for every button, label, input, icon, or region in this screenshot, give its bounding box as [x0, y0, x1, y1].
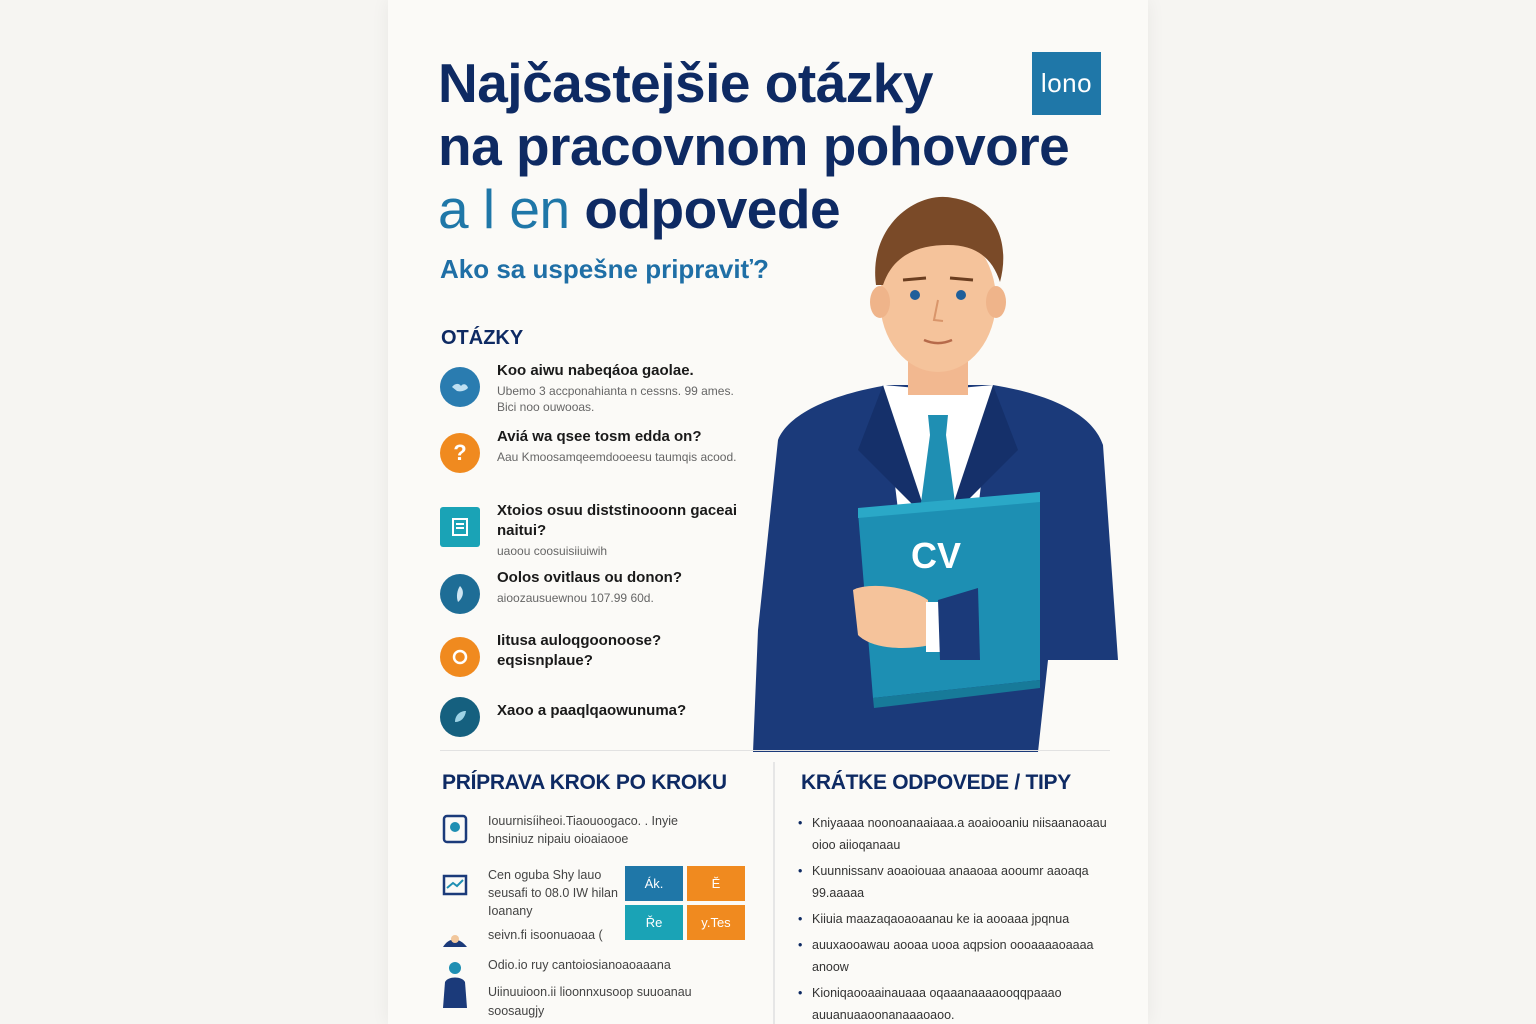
questions-heading: OTÁZKY	[441, 327, 524, 349]
step-text: Uiinuuioon.ii lioonnxusoop suuoanau	[488, 985, 692, 999]
tile: Ák.	[625, 866, 683, 901]
answer-item: • auuxaooawau aooaa uooa aqpsion oooaaaaoaaaa anoow	[798, 934, 1128, 978]
question-mark-icon: ?	[440, 433, 480, 473]
handshake-icon	[440, 928, 470, 958]
step-text: Cen oguba Shy lauo seusafi to 08.0 IW hilan Ioanany	[488, 868, 618, 918]
phone-icon	[440, 814, 470, 844]
document-icon	[440, 507, 480, 547]
chart-board-icon	[440, 868, 470, 898]
page-subtitle: Ako sa uspešne pripraviť?	[440, 254, 769, 284]
question-title: Iitusa auloqgoonoose? eqsisnplaue?	[497, 632, 662, 669]
answer-item: • Kniyaaaa noonoanaaiaaa.a aoaiooaniu niisaanaoaau oioo aiioqanaau	[798, 812, 1128, 856]
answer-item: • Kioniqaooaainauaaa oqaaanaaaaooqqpaaao auuanuaaoonanaaaoaoo.	[798, 982, 1128, 1024]
question-desc: Ubemo 3 accponahianta n cessns. 99 ames. Bici noo ouwooas.	[497, 384, 734, 414]
title-line-3-main: odpovede	[569, 178, 841, 240]
question-title: Xtoios osuu diststinooonn gaceai naitui?	[497, 502, 738, 539]
feather-icon	[440, 574, 480, 614]
question-title: Oolos ovitlaus ou donon?	[497, 569, 682, 586]
poster	[388, 0, 1148, 1024]
title-line-3-prefix: a l en	[438, 178, 570, 240]
title-line-2: na pracovnom pohovore	[438, 115, 1070, 177]
tile: Ře	[625, 905, 683, 940]
answers-heading: KRÁTKE ODPOVEDE / TIPY	[801, 771, 1071, 794]
question-desc: Aau Kmoosamqeemdooeesu taumqis acood.	[497, 450, 737, 464]
question-title: Aviá wa qsee tosm edda on?	[497, 428, 702, 445]
answer-item: • Kuunnissanv aoaoiouaa anaaoaa aooumr aaoaqa 99.aaaaa	[798, 860, 1128, 904]
leaf-icon	[440, 697, 480, 737]
title-line-1: Najčastejšie otázky	[438, 52, 933, 114]
step-tiles	[625, 866, 745, 942]
answer-item: • Kiiuia maazaqaoaoaanau ke ia aooaaa jpqnua	[798, 908, 1128, 930]
businessman-illustration	[748, 190, 1128, 752]
question-desc: uaoou coosuisiiuiwih	[497, 544, 608, 558]
person-icon	[440, 960, 470, 1008]
handshake-icon	[440, 367, 480, 407]
column-divider	[773, 762, 775, 1024]
step-text: seivn.fi isoonuaoaa (	[488, 928, 603, 942]
step-text: Odio.io ruy cantoiosianoaoaaana	[488, 958, 671, 972]
steps-heading: PRÍPRAVA KROK PO KROKU	[442, 771, 727, 794]
section-divider	[440, 750, 1110, 751]
question-title: Koo aiwu nabeqáoa gaolae.	[497, 362, 694, 379]
step-text: soosaugjy	[488, 1004, 545, 1018]
question-desc: aioozausuewnou 107.99 60d.	[497, 591, 654, 605]
step-text: Iouurnisíiheoi.Tiaouoogaco. . Inyie bnsiniuz nipaiu oioaiaooe	[488, 814, 678, 846]
question-title: Xaoo a paaqlqaowunuma?	[497, 702, 687, 719]
refresh-icon	[440, 637, 480, 677]
tile: Ĕ	[687, 866, 745, 901]
logo-text: lono	[1040, 68, 1093, 98]
tile: y.Tes	[687, 905, 745, 940]
answers-list	[798, 812, 1128, 1024]
cv-label: CV	[910, 535, 962, 576]
